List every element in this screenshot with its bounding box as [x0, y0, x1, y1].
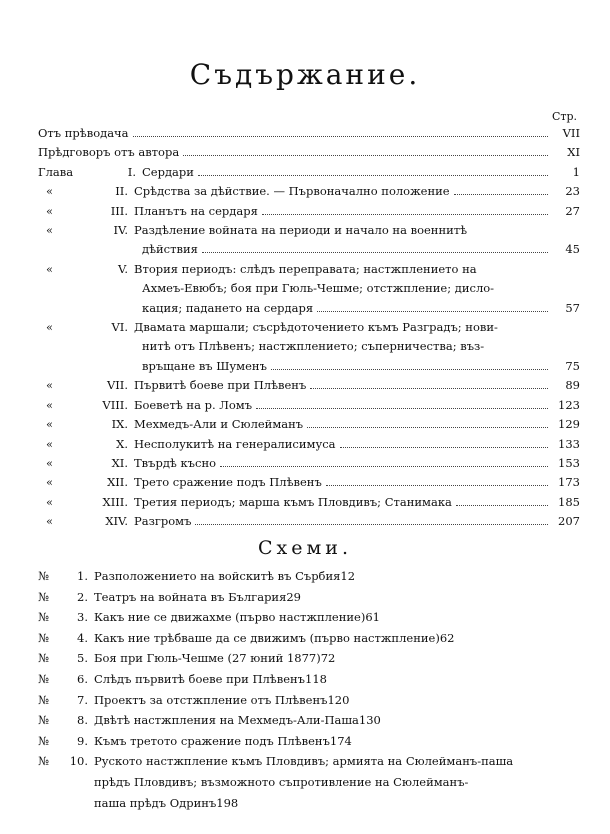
scheme-row-line — [38, 566, 580, 587]
scheme-row — [38, 566, 580, 587]
toc-row-line — [38, 473, 580, 492]
ditto-mark: « — [46, 223, 54, 238]
scheme-title: Разположението на войскитѣ въ Сърбия — [94, 569, 341, 583]
toc-row — [38, 202, 580, 221]
scheme-row-line — [38, 731, 580, 752]
scheme-title: Проектъ за отстжпление отъ Плѣвенъ — [94, 692, 328, 707]
scheme-title-continued: паша прѣдъ Одринъ — [94, 795, 217, 810]
page-number: 62 — [439, 630, 455, 645]
toc-row — [38, 182, 580, 201]
toc-row — [38, 221, 580, 260]
scheme-title: Къмъ третото сражение подъ Плѣвенъ — [94, 733, 330, 748]
page-number: 174 — [329, 733, 352, 748]
number-sign: № — [38, 671, 49, 686]
leader-dots — [202, 252, 548, 253]
toc-row-line — [38, 143, 580, 162]
leader-dots — [317, 311, 548, 312]
scheme-number: 3. — [77, 610, 88, 625]
scheme-row — [38, 669, 580, 690]
leader-dots — [326, 485, 548, 486]
toc-row-line — [38, 124, 580, 143]
scheme-number: 6. — [77, 671, 88, 686]
page-number: 29 — [286, 589, 301, 604]
ditto-mark: « — [46, 494, 54, 509]
scheme-row-line — [38, 710, 580, 731]
page-number: 118 — [305, 671, 327, 686]
toc-row-line — [38, 493, 580, 512]
chapter-number: VII. — [106, 378, 128, 393]
toc-row-line — [38, 396, 580, 415]
page-number: XI — [567, 145, 580, 160]
chapter-title: Разгромъ — [134, 514, 192, 529]
page-number: 89 — [565, 378, 580, 393]
page-number: 129 — [558, 417, 580, 432]
chapter-title-continued: нитѣ отъ Плѣвенъ; настжплението; съперничества; въз- — [142, 339, 485, 354]
toc-row — [38, 318, 580, 376]
toc-row — [38, 512, 580, 531]
page-number: 207 — [558, 514, 580, 529]
page-number: 57 — [565, 300, 580, 315]
toc-row-line — [38, 318, 580, 337]
chapter-number: I. — [127, 164, 136, 179]
toc-row-line — [38, 435, 580, 454]
page-number: 72 — [320, 651, 336, 666]
scheme-row-line — [38, 587, 580, 608]
schemes-list — [38, 566, 580, 813]
page-number: 123 — [558, 397, 580, 412]
page-number: 1 — [572, 164, 580, 179]
scheme-continuation-line — [38, 772, 580, 793]
number-sign: № — [38, 651, 49, 666]
chapter-title: Втория периодъ: слѣдъ переправата; настжплението на — [134, 261, 477, 276]
scheme-row — [38, 628, 580, 649]
leader-dots — [307, 427, 548, 428]
chapter-title-continued: дѣйствия — [142, 242, 198, 257]
page-number: 133 — [558, 436, 580, 451]
toc-row — [38, 260, 580, 318]
chapter-title: Планътъ на сердаря — [134, 203, 258, 218]
chapter-title: Срѣдства за дѣйствие. — Първоначално положение — [134, 184, 450, 199]
ditto-mark: « — [46, 397, 54, 412]
scheme-row — [38, 607, 580, 628]
chapter-number: X. — [116, 436, 128, 451]
toc-row-line — [38, 163, 580, 182]
chapter-title: Третия периодъ; марша къмъ Пловдивъ; Станимака — [134, 494, 452, 509]
toc-row-line — [38, 182, 580, 201]
toc-continuation-line — [38, 299, 580, 318]
chapter-title: Сердари — [142, 164, 194, 179]
scheme-title: Театръ на войната въ България — [94, 589, 287, 604]
leader-dots — [456, 505, 548, 506]
scheme-row — [38, 690, 580, 711]
toc-row-line — [38, 512, 580, 531]
chapter-title: Трето сражение подъ Плѣвенъ — [134, 475, 322, 490]
leader-dots — [262, 214, 548, 215]
toc-row-line — [38, 202, 580, 221]
ditto-mark: « — [46, 455, 54, 470]
toc-row — [38, 143, 580, 162]
page-number: 45 — [565, 242, 580, 257]
page-number: 12 — [340, 569, 356, 583]
number-sign: № — [38, 692, 49, 707]
scheme-title-continued: прѣдъ Пловдивъ; възможното съпротивление на Сюлейманъ- — [94, 774, 469, 789]
scheme-number: 9. — [77, 733, 88, 748]
page-number: 198 — [216, 795, 239, 810]
scheme-number: 2. — [77, 589, 88, 604]
chapter-title: Раздѣление войната на периоди и начало на военнитѣ — [134, 223, 468, 238]
page-number: 120 — [327, 692, 350, 707]
chapter-number: VI. — [111, 320, 128, 335]
table-of-contents — [38, 124, 580, 532]
scheme-row-line — [38, 607, 580, 628]
chapter-number: IV. — [113, 223, 128, 238]
ditto-mark: « — [46, 514, 54, 529]
chapter-number: XIII. — [102, 494, 128, 509]
chapter-number: II. — [115, 184, 128, 199]
scheme-number: 1. — [77, 569, 88, 583]
toc-continuation-line — [38, 357, 580, 376]
leader-dots — [256, 408, 548, 409]
scheme-row-line — [38, 628, 580, 649]
number-sign: № — [38, 610, 49, 625]
toc-row — [38, 396, 580, 415]
page-number: 185 — [558, 494, 580, 509]
page-number: 75 — [565, 358, 580, 373]
toc-row — [38, 124, 580, 143]
leader-dots — [340, 447, 548, 448]
toc-row-line — [38, 376, 580, 395]
toc-row-line — [38, 221, 580, 240]
scheme-title: Боя при Гюль-Чешме (27 юний 1877) — [94, 651, 321, 666]
ditto-mark: « — [46, 436, 54, 451]
leader-dots — [454, 194, 548, 195]
scheme-row — [38, 751, 580, 813]
ditto-mark: « — [46, 320, 54, 335]
schemes-title: Схеми. — [258, 537, 352, 559]
ditto-mark: « — [46, 475, 54, 490]
chapter-number: XII. — [107, 475, 128, 490]
page-number: 27 — [565, 203, 580, 218]
toc-row — [38, 415, 580, 434]
leader-dots — [220, 466, 548, 467]
number-sign: № — [38, 630, 49, 645]
scheme-row-line — [38, 648, 580, 669]
toc-row — [38, 473, 580, 492]
scheme-number: 8. — [77, 713, 88, 728]
chapter-title-continued: Ахмеъ-Евюбъ; боя при Гюль-Чешме; отстжпление; дисло- — [142, 281, 495, 296]
chapter-title: Двамата маршали; съсрѣдоточението къмъ Разградъ; нови- — [134, 320, 498, 335]
scheme-row — [38, 587, 580, 608]
chapter-number: VIII. — [102, 397, 128, 412]
chapter-title-continued: кация; падането на сердаря — [142, 300, 314, 315]
toc-continuation-line — [38, 279, 580, 298]
scheme-title: Руското настжпление къмъ Пловдивъ; армията на Сюлейманъ-паша — [94, 754, 514, 769]
scheme-row-line — [38, 751, 580, 772]
ditto-mark: « — [46, 184, 54, 199]
chapter-title: Първитѣ боеве при Плѣвенъ — [134, 378, 307, 393]
chapter-number: V. — [118, 261, 128, 276]
scheme-number: 4. — [77, 630, 88, 645]
toc-row — [38, 454, 580, 473]
page-number: 153 — [558, 455, 580, 470]
leader-dots — [271, 369, 548, 370]
leader-dots — [183, 155, 548, 156]
page-number: VII — [562, 126, 580, 140]
chapter-number: XI. — [111, 455, 128, 470]
scheme-title: Какъ ние трѣбваше да се движимъ (първо настжпление) — [94, 630, 440, 645]
page-number: 23 — [565, 184, 580, 199]
chapter-label: Глава — [38, 164, 74, 179]
toc-continuation-line — [38, 240, 580, 259]
number-sign: № — [38, 733, 49, 748]
chapter-title: Мехмедъ-Али и Сюлейманъ — [134, 417, 304, 432]
scheme-title: Слѣдъ първитѣ боеве при Плѣвенъ — [94, 671, 305, 686]
scheme-title: Двѣтѣ настжпления на Мехмедъ-Али-Паша — [94, 713, 359, 728]
page-number: 61 — [365, 610, 380, 625]
ditto-mark: « — [46, 378, 54, 393]
scheme-number: 10. — [69, 754, 88, 769]
number-sign: № — [38, 589, 49, 604]
scheme-number: 7. — [77, 692, 88, 707]
chapter-title: Боеветѣ на р. Ломъ — [134, 397, 253, 412]
leader-dots — [195, 524, 548, 525]
toc-row — [38, 376, 580, 395]
page-column-label: Стр. — [551, 110, 577, 123]
ditto-mark: « — [46, 203, 54, 218]
chapter-title-continued: връщане въ Шуменъ — [142, 358, 267, 373]
scheme-number: 5. — [77, 651, 88, 666]
toc-row-line — [38, 454, 580, 473]
scheme-row-line — [38, 669, 580, 690]
chapter-title: Несполукитѣ на генералисимуса — [134, 436, 336, 451]
toc-row — [38, 163, 580, 182]
scheme-row — [38, 710, 580, 731]
number-sign: № — [38, 569, 49, 583]
number-sign: № — [38, 713, 49, 728]
toc-continuation-line — [38, 337, 580, 356]
leader-dots — [133, 136, 548, 137]
toc-entry-title: Отъ прѣводача — [38, 126, 129, 140]
scheme-row — [38, 731, 580, 752]
chapter-title: Твърдѣ късно — [134, 455, 217, 470]
page-number: 130 — [358, 713, 381, 728]
leader-dots — [310, 388, 548, 389]
scheme-row — [38, 648, 580, 669]
chapter-number: IX. — [111, 417, 128, 432]
chapter-number: XIV. — [105, 514, 128, 529]
scheme-title: Какъ ние се движахме (първо настжпление) — [94, 610, 366, 625]
toc-row — [38, 493, 580, 512]
toc-row-line — [38, 260, 580, 279]
chapter-number: III. — [110, 203, 128, 218]
scheme-continuation-line — [38, 793, 580, 814]
page-title: Съдържание. — [189, 58, 421, 91]
toc-row — [38, 435, 580, 454]
number-sign: № — [38, 754, 49, 769]
toc-row-line — [38, 415, 580, 434]
ditto-mark: « — [46, 261, 54, 276]
ditto-mark: « — [46, 417, 54, 432]
leader-dots — [198, 175, 548, 176]
toc-entry-title: Прѣдговоръ отъ автора — [38, 145, 180, 160]
page-number: 173 — [558, 475, 580, 490]
scheme-row-line — [38, 690, 580, 711]
